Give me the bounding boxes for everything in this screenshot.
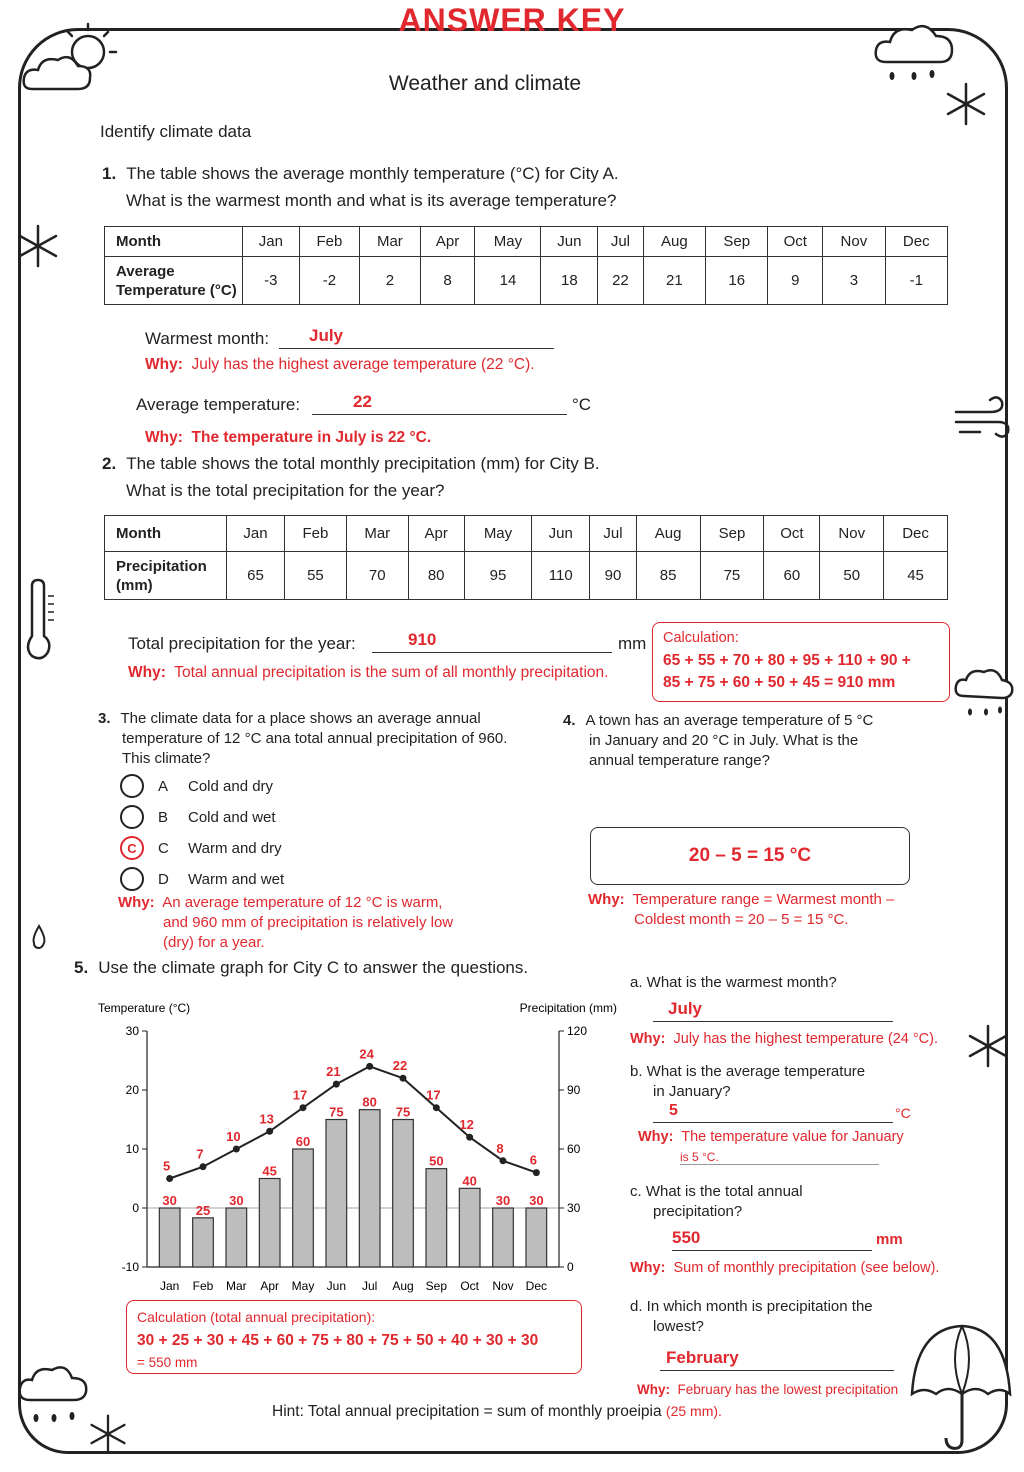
why-text: February has the lowest precipitation — [677, 1382, 899, 1397]
temperature-cell-oct: 9 — [768, 257, 823, 305]
right-tick-label: 90 — [567, 1083, 581, 1097]
q5d-question — [630, 1297, 873, 1337]
q5b-why — [638, 1127, 904, 1167]
q5c-question — [630, 1182, 803, 1222]
right-tick-label: 30 — [567, 1201, 581, 1215]
q3-line1: The climate data for a place shows an average annual — [120, 710, 481, 727]
option-text: Cold and wet — [188, 808, 276, 826]
q5-prompt — [74, 954, 528, 981]
left-axis-title: Temperature (°C) — [98, 1001, 191, 1015]
why-line1: An average temperature of 12 °C is warm, — [162, 894, 443, 911]
precipitation-bar — [259, 1179, 280, 1268]
q5b-field — [653, 1100, 893, 1123]
total-precipitation-unit: mm — [618, 634, 647, 653]
q3-why — [118, 893, 453, 953]
why-label: Why: — [118, 894, 155, 911]
month-header-jun: Jun — [532, 516, 590, 552]
precipitation-cell-jun: 110 — [532, 552, 590, 600]
why-label: Why: — [630, 1031, 666, 1047]
temperature-cell-may: 14 — [475, 257, 541, 305]
q1-number: 1. — [102, 164, 117, 183]
precipitation-cell-mar: 70 — [346, 552, 408, 600]
month-header-aug: Aug — [643, 227, 705, 257]
radio-circle[interactable] — [120, 774, 144, 798]
q2-number: 2. — [102, 454, 117, 473]
right-axis-title: Precipitation (mm) — [519, 1001, 617, 1015]
warmest-month-answer: July — [309, 326, 344, 345]
temperature-value-label: 22 — [392, 1058, 408, 1074]
temperature-cell-mar: 2 — [360, 257, 420, 305]
month-tick-label: Nov — [492, 1279, 514, 1293]
temperature-value-label: 10 — [226, 1129, 241, 1144]
answer-key-title: ANSWER KEY — [398, 2, 626, 38]
precipitation-cell-apr: 80 — [408, 552, 464, 600]
why-label: Why: — [588, 891, 625, 908]
q2-why — [128, 663, 608, 683]
month-tick-label: Jan — [159, 1279, 180, 1293]
temperature-value-label: 6 — [529, 1152, 537, 1168]
climate-graph — [90, 996, 630, 1298]
month-header-jan: Jan — [227, 516, 285, 552]
q4-number: 4. — [563, 712, 576, 729]
left-tick-label: 30 — [125, 1024, 139, 1038]
temperature-point — [533, 1169, 540, 1176]
temperature-cell-aug: 21 — [643, 257, 705, 305]
month-header-sep: Sep — [706, 227, 768, 257]
q5a-field — [653, 999, 893, 1022]
bar-value-label: 30 — [162, 1193, 177, 1208]
warmest-month-label: Warmest month: — [145, 329, 270, 348]
avg-temperature-label: Average temperature: — [136, 395, 301, 414]
calc-line2: = 550 mm — [137, 1355, 198, 1370]
bar-value-label: 30 — [229, 1193, 244, 1208]
q3-line2: temperature of 12 °C ana total annual precipitation of 960. — [122, 730, 508, 747]
row-label-line1: Average — [116, 262, 175, 280]
month-tick-label: Feb — [192, 1279, 214, 1293]
temperature-point — [466, 1134, 473, 1141]
page-title: Weather and climate — [388, 72, 582, 95]
option-text: Cold and dry — [188, 777, 274, 795]
temperature-cell-apr: 8 — [420, 257, 475, 305]
precipitation-cell-aug: 85 — [636, 552, 700, 600]
temperature-value-label: 17 — [426, 1087, 441, 1103]
q1-temperature-table — [104, 226, 948, 305]
precipitation-cell-jul: 90 — [590, 552, 636, 600]
hint-main: Hint: Total annual precipitation = sum of monthly proeipia — [272, 1403, 662, 1420]
precipitation-cell-dec: 45 — [884, 552, 948, 600]
why-line1: The temperature value for January — [681, 1129, 904, 1145]
total-precipitation-field — [372, 630, 612, 653]
right-tick-label: 120 — [567, 1024, 588, 1038]
bar-value-label: 30 — [495, 1193, 511, 1208]
calc-title: Calculation (total annual precipitation): — [137, 1309, 376, 1325]
month-tick-label: Sep — [425, 1279, 448, 1293]
temperature-value-label: 13 — [259, 1111, 274, 1127]
table-header-month: Month — [105, 227, 243, 257]
radio-circle[interactable]: C — [120, 836, 144, 860]
temperature-cell-nov: 3 — [823, 257, 885, 305]
q3-option-a[interactable] — [120, 774, 273, 798]
q3-option-b[interactable] — [120, 805, 276, 829]
bar-value-label: 40 — [462, 1173, 477, 1189]
temperature-value-label: 12 — [459, 1117, 474, 1133]
month-header-nov: Nov — [820, 516, 884, 552]
rain-cloud-icon — [16, 1356, 96, 1432]
month-header-apr: Apr — [420, 227, 475, 257]
q3-option-d[interactable] — [120, 867, 284, 891]
hint-end: (25 mm). — [665, 1403, 722, 1419]
q5-text: Use the climate graph for City C to answer the questions. — [98, 958, 529, 977]
month-tick-label: Jun — [326, 1279, 347, 1293]
month-header-sep: Sep — [700, 516, 764, 552]
month-header-mar: Mar — [346, 516, 408, 552]
q4-line2: in January and 20 °C in July. What is the — [589, 732, 859, 749]
q5a-why — [630, 1029, 938, 1049]
section-heading: Identify climate data — [100, 122, 252, 141]
month-header-jul: Jul — [598, 227, 643, 257]
q5d-line2: lowest? — [653, 1318, 704, 1335]
why-label: Why: — [128, 664, 166, 681]
left-tick-label: -10 — [121, 1260, 139, 1274]
hint-text — [272, 1398, 722, 1425]
precipitation-bar — [159, 1208, 180, 1267]
bar-value-label: 75 — [395, 1104, 411, 1120]
q1-prompt — [102, 160, 619, 214]
q5b-line2: in January? — [653, 1083, 731, 1100]
left-tick-label: 0 — [132, 1201, 139, 1215]
q5c-answer: 550 — [672, 1228, 701, 1247]
calc-title: Calculation: — [663, 630, 739, 646]
q5d-line1: d. In which month is precipitation the — [630, 1298, 873, 1315]
why-line1: Temperature range = Warmest month – — [632, 891, 895, 908]
q5c-why — [630, 1258, 939, 1278]
temperature-point — [166, 1175, 173, 1182]
bar-value-label: 30 — [529, 1193, 544, 1208]
q5d-why — [637, 1380, 898, 1400]
month-header-dec: Dec — [884, 516, 948, 552]
bar-value-label: 45 — [262, 1163, 277, 1179]
temperature-point — [333, 1081, 340, 1088]
q1-line1: The table shows the average monthly temperature (°C) for City A. — [126, 164, 619, 183]
q2-calculation-box — [652, 622, 950, 702]
precipitation-bar — [526, 1208, 547, 1267]
q5c-line1: c. What is the total annual — [630, 1183, 803, 1200]
temperature-point — [500, 1157, 507, 1164]
option-letter: A — [158, 777, 169, 795]
table-row-label — [105, 257, 243, 305]
total-precipitation-label: Total precipitation for the year: — [128, 634, 356, 653]
temperature-point — [300, 1104, 307, 1111]
precipitation-bar — [459, 1188, 480, 1267]
left-tick-label: 10 — [125, 1142, 139, 1156]
q4-prompt — [563, 711, 873, 771]
q5-calculation-box — [126, 1300, 582, 1374]
q4-answer-box: 20 – 5 = 15 °C — [590, 827, 910, 885]
month-tick-label: Jul — [361, 1279, 378, 1293]
why-text: Sum of monthly precipitation (see below). — [673, 1260, 940, 1276]
month-header-feb: Feb — [299, 227, 359, 257]
q3-prompt — [98, 709, 507, 769]
q2-precipitation-table — [104, 515, 948, 600]
precipitation-bar — [359, 1110, 380, 1267]
precipitation-cell-jan: 65 — [227, 552, 285, 600]
precipitation-bar — [293, 1149, 314, 1267]
precipitation-bar — [426, 1169, 447, 1267]
why-text: July has the highest average temperature (22 °C). — [191, 356, 535, 373]
row-label-line1: Precipitation — [116, 557, 207, 575]
why-line2: Coldest month = 20 – 5 = 15 °C. — [634, 911, 849, 928]
precipitation-cell-sep: 75 — [700, 552, 764, 600]
why-text: The temperature in July is 22 °C. — [191, 429, 432, 446]
thermometer-icon — [20, 578, 60, 664]
q5b-question — [630, 1062, 865, 1102]
temperature-point — [400, 1075, 407, 1082]
month-header-mar: Mar — [360, 227, 420, 257]
option-letter: D — [158, 870, 169, 888]
why-text: Total annual precipitation is the sum of all monthly precipitation. — [174, 664, 609, 681]
radio-circle[interactable] — [120, 867, 144, 891]
option-text: Warm and wet — [188, 870, 285, 888]
month-header-oct: Oct — [764, 516, 820, 552]
q2-line1: The table shows the total monthly precipitation (mm) for City B. — [126, 454, 600, 473]
q5d-field — [660, 1348, 894, 1371]
calc-line1: 65 + 55 + 70 + 80 + 95 + 110 + 90 + — [663, 652, 911, 669]
q5a-answer: July — [668, 999, 703, 1018]
precipitation-bar — [493, 1208, 514, 1267]
precipitation-bar — [193, 1218, 214, 1267]
left-tick-label: 20 — [125, 1083, 139, 1097]
avg-temperature-unit: °C — [572, 395, 592, 414]
month-header-dec: Dec — [885, 227, 947, 257]
month-header-jan: Jan — [243, 227, 300, 257]
month-header-jun: Jun — [541, 227, 598, 257]
q5c-unit: mm — [876, 1231, 903, 1248]
option-letter: C — [158, 839, 169, 857]
q5d-answer: February — [666, 1348, 739, 1367]
temperature-cell-jul: 22 — [598, 257, 643, 305]
temperature-line — [170, 1066, 537, 1178]
q4-line1: A town has an average temperature of 5 °C — [585, 712, 874, 729]
q1-line2: What is the warmest month and what is its average temperature? — [126, 191, 617, 210]
month-tick-label: Dec — [525, 1279, 548, 1293]
q3-option-c[interactable] — [120, 836, 282, 860]
q3-line3: This climate? — [122, 750, 211, 767]
q5c-line2: precipitation? — [653, 1203, 743, 1220]
precipitation-cell-nov: 50 — [820, 552, 884, 600]
temperature-point — [366, 1063, 373, 1070]
q4-why — [588, 890, 894, 930]
why-text: July has the highest temperature (24 °C). — [673, 1031, 939, 1047]
month-header-apr: Apr — [408, 516, 464, 552]
why-label: Why: — [637, 1382, 670, 1397]
why-line2: is 5 °C. — [680, 1150, 879, 1165]
q3-number: 3. — [98, 710, 111, 727]
wind-icon — [950, 392, 1014, 448]
bar-value-label: 60 — [295, 1134, 311, 1149]
radio-circle[interactable] — [120, 805, 144, 829]
q2-line2: What is the total precipitation for the year? — [126, 481, 445, 500]
month-header-may: May — [475, 227, 541, 257]
why-label: Why: — [630, 1260, 666, 1276]
bar-value-label: 80 — [362, 1094, 377, 1110]
why-line3: (dry) for a year. — [163, 934, 265, 951]
month-tick-label: Mar — [225, 1279, 247, 1293]
raindrop-icon — [30, 924, 48, 950]
right-tick-label: 60 — [567, 1142, 581, 1156]
q5b-unit: °C — [895, 1105, 911, 1121]
row-label-line2: Temperature (°C) — [116, 281, 237, 299]
table-row-label — [105, 552, 227, 600]
q4-line3: annual temperature range? — [589, 752, 770, 769]
snowflake-icon — [14, 222, 62, 270]
avg-temperature-field — [312, 392, 567, 415]
precipitation-bar — [226, 1208, 247, 1267]
calc-line2: 85 + 75 + 60 + 50 + 45 = 910 mm — [663, 674, 896, 691]
temperature-value-label: 17 — [292, 1087, 308, 1103]
option-letter: B — [158, 808, 169, 826]
temperature-point — [266, 1128, 273, 1135]
q5b-line1: b. What is the average temperature — [630, 1063, 866, 1080]
precipitation-bar — [326, 1120, 347, 1268]
why-label: Why: — [145, 429, 183, 446]
why-label: Why: — [638, 1129, 674, 1145]
rain-cloud-icon — [952, 660, 1016, 724]
q5c-field — [672, 1228, 872, 1251]
q5-number: 5. — [74, 958, 89, 977]
snowflake-icon — [964, 1022, 1012, 1070]
temperature-value-label: 5 — [163, 1158, 171, 1174]
q5b-answer: 5 — [669, 1102, 678, 1119]
temperature-value-label: 24 — [359, 1046, 374, 1062]
temperature-point — [233, 1146, 240, 1153]
row-label-line2: (mm) — [116, 576, 153, 594]
month-header-feb: Feb — [285, 516, 347, 552]
temperature-cell-feb: -2 — [299, 257, 359, 305]
temperature-cell-jun: 18 — [541, 257, 598, 305]
temperature-value-label: 8 — [496, 1140, 504, 1156]
month-header-may: May — [464, 516, 532, 552]
month-tick-label: Aug — [392, 1279, 414, 1293]
snowflake-icon — [86, 1412, 130, 1456]
why-line2: and 960 mm of precipitation is relatively low — [163, 914, 454, 931]
warmest-month-field — [279, 326, 554, 349]
month-tick-label: May — [291, 1279, 315, 1293]
precipitation-cell-oct: 60 — [764, 552, 820, 600]
bar-value-label: 25 — [195, 1202, 211, 1218]
calc-line1: 30 + 25 + 30 + 45 + 60 + 75 + 80 + 75 + 50 + 40 + 30 + 30 — [137, 1332, 539, 1349]
month-header-jul: Jul — [590, 516, 636, 552]
temperature-cell-dec: -1 — [885, 257, 947, 305]
temperature-value-label: 7 — [196, 1146, 204, 1162]
month-tick-label: Apr — [260, 1279, 280, 1293]
q1-why-warmest — [145, 355, 535, 375]
q5a-question: a. What is the warmest month? — [630, 974, 837, 991]
precipitation-cell-may: 95 — [464, 552, 532, 600]
temperature-cell-sep: 16 — [706, 257, 768, 305]
month-header-aug: Aug — [636, 516, 700, 552]
q2-prompt — [102, 450, 600, 504]
q1-why-avg — [145, 428, 431, 448]
temperature-value-label: 21 — [326, 1064, 341, 1080]
month-tick-label: Oct — [460, 1279, 480, 1293]
precipitation-cell-feb: 55 — [285, 552, 347, 600]
option-text: Warm and dry — [188, 839, 282, 857]
temperature-cell-jan: -3 — [243, 257, 300, 305]
month-header-nov: Nov — [823, 227, 885, 257]
temperature-point — [200, 1163, 207, 1170]
umbrella-icon — [906, 1318, 1016, 1458]
right-tick-label: 0 — [567, 1260, 574, 1274]
avg-temperature-answer: 22 — [353, 392, 372, 411]
precipitation-bar — [393, 1120, 414, 1268]
temperature-point — [433, 1104, 440, 1111]
table-header-month: Month — [105, 516, 227, 552]
why-label: Why: — [145, 356, 183, 373]
month-header-oct: Oct — [768, 227, 823, 257]
bar-value-label: 75 — [329, 1104, 344, 1120]
bar-value-label: 50 — [429, 1153, 444, 1169]
total-precipitation-answer: 910 — [408, 630, 437, 649]
